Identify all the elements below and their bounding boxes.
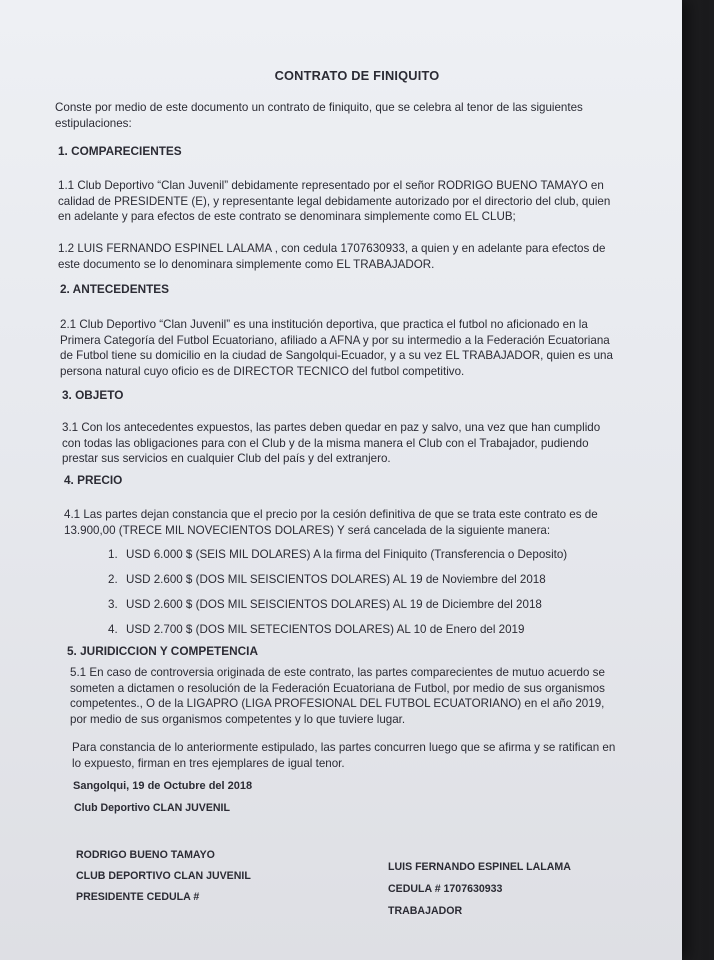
signer-name: LUIS FERNANDO ESPINEL LALAMA xyxy=(388,861,571,873)
signer-id: CEDULA # 1707630933 xyxy=(388,883,503,895)
intro-paragraph: Conste por medio de este documento un contrato de finiquito, que se celebra al tenor de las siguientes estipulaciones: xyxy=(55,101,583,130)
payment-item: 1. USD 6.000 $ (SEIS MIL DOLARES) A la firma del Finiquito (Transferencia o Deposito) xyxy=(108,548,568,561)
club-line: Club Deportivo CLAN JUVENIL xyxy=(74,802,230,814)
signature-block-worker xyxy=(388,856,571,922)
paragraph-1-2: 1.2 LUIS FERNANDO ESPINEL LALAMA , con cedula 1707630933, a quien y en adelante para efectos de este documento se lo denominara simplemente como EL TRABAJADOR. xyxy=(58,242,606,271)
section-heading-antecedentes: 2. ANTECEDENTES xyxy=(60,282,170,296)
signer-entity: CLUB DEPORTIVO CLAN JUVENIL xyxy=(76,870,251,882)
signer-role: PRESIDENTE CEDULA # xyxy=(76,891,200,903)
section-heading-comparecientes: 1. COMPARECIENTES xyxy=(58,144,182,158)
signer-name: RODRIGO BUENO TAMAYO xyxy=(76,849,215,861)
payment-item: 4. USD 2.700 $ (DOS MIL SETECIENTOS DOLARES) AL 10 de Enero del 2019 xyxy=(108,623,525,636)
paragraph-1-1: 1.1 Club Deportivo “Clan Juvenil” debidamente representado por el señor RODRIGO BUENO TAMAYO en calidad de PRESIDENTE (E), y representante legal debidamente autorizado por el directorio del club, quien en adelante y para efectos de este contrato se denominara simplemente como EL CLUB; xyxy=(58,179,611,223)
section-heading-jurisdiccion: 5. JURIDICCION Y COMPETENCIA xyxy=(67,644,258,658)
section-heading-precio: 4. PRECIO xyxy=(64,473,123,487)
signature-block-club xyxy=(76,845,251,908)
paragraph-3-1: 3.1 Con los antecedentes expuestos, las partes deben quedar en paz y salvo, una vez que han cumplido con todas las obligaciones para con el Club y de la misma manera el Club con el Trabajador, pudiendo prestar sus servicios en cualquier Club del país y del extranjero. xyxy=(62,421,601,465)
payment-list xyxy=(108,547,588,647)
paragraph-4-1: 4.1 Las partes dejan constancia que el precio por la cesión definitiva de que se trata este contrato es de 13.900,00 (TRECE MIL NOVECIENTOS DOLARES) Y será cancelada de la siguiente manera: xyxy=(64,508,598,537)
closing-paragraph: Para constancia de lo anteriormente estipulado, las partes concurren luego que se afirma y se ratifican en lo expuesto, firman en tres ejemplares de igual tenor. xyxy=(72,741,616,770)
payment-item: 3. USD 2.600 $ (DOS MIL SEISCIENTOS DOLARES) AL 19 de Diciembre del 2018 xyxy=(108,598,542,611)
section-heading-objeto: 3. OBJETO xyxy=(62,388,124,402)
signer-role: TRABAJADOR xyxy=(388,905,463,917)
document-title: CONTRATO DE FINIQUITO xyxy=(274,68,440,83)
paragraph-2-1: 2.1 Club Deportivo “Clan Juvenil” es una institución deportiva, que practica el futbol no aficionado en la Primera Categoría del Futbol Ecuatoriano, afiliado a AFNA y por su intermedio a la Federación Ecuatoriana de Futbol tiene su domicilio en la ciudad de Sangolqui-Ecuador, y a su vez EL TRABAJADOR, quien es una persona natural cuyo oficio es de DIRECTOR TECNICO del futbol competitivo. xyxy=(60,318,613,378)
payment-item: 2. USD 2.600 $ (DOS MIL SEISCIENTOS DOLARES) AL 19 de Noviembre del 2018 xyxy=(108,573,546,586)
paragraph-5-1: 5.1 En caso de controversia originada de este contrato, las partes comparecientes de mutuo acuerdo se someten a dictamen o resolución de la Federación Ecuatoriana de Futbol, por medio de sus organismos competentes., O de la LIGAPRO (LIGA PROFESIONAL DEL FUTBOL ECUATORIANO) en el año 2019, por medio de sus organismos competentes y lo que tuviere lugar. xyxy=(70,666,605,726)
place-date: Sangolqui, 19 de Octubre del 2018 xyxy=(73,780,253,792)
